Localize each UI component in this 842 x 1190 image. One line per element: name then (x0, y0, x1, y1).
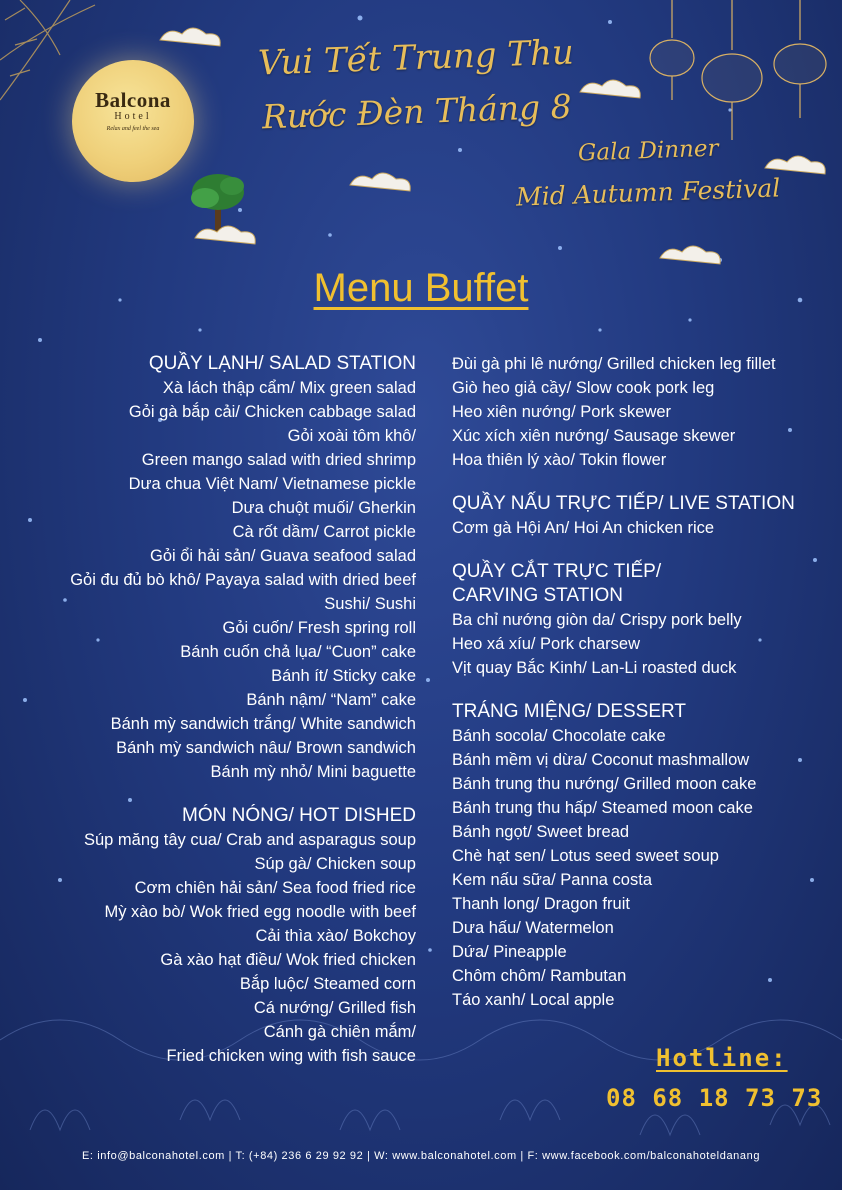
menu-item: Bánh cuốn chả lụa/ “Cuon” cake (180, 643, 416, 661)
section-heading-carving-2: CARVING STATION (452, 585, 624, 606)
menu-item: Bánh ít/ Sticky cake (271, 667, 416, 685)
menu-item: Gỏi cuốn/ Fresh spring roll (222, 619, 416, 637)
hot-list (30, 828, 416, 1068)
menu-title: Menu Buffet (313, 266, 529, 310)
menu-item: Bánh mỳ nhỏ/ Mini baguette (210, 763, 416, 781)
header-line-2: Rước Đèn Tháng 8 (261, 86, 573, 137)
logo-name: Balcona (95, 88, 171, 112)
hotline-label: Hotline: (656, 1044, 788, 1072)
menu-item: Dưa chuột muối/ Gherkin (231, 499, 416, 517)
hot-list-continued (452, 352, 832, 472)
section-heading-carving-1: QUẦY CẮT TRỰC TIẾP/ (452, 561, 662, 582)
logo-sub: Hotel (114, 111, 152, 122)
menu-item: Cơm chiên hải sản/ Sea food fried rice (134, 879, 416, 897)
menu-item: Bánh nậm/ “Nam” cake (246, 691, 416, 709)
logo-tagline: Relax and feel the sea (106, 126, 160, 132)
section-heading-dessert: TRÁNG MIỆNG/ DESSERT (452, 701, 687, 722)
menu-item: Xúc xích xiên nướng/ Sausage skewer (452, 427, 736, 445)
menu-item: Hoa thiên lý xào/ Tokin flower (452, 451, 667, 469)
menu-item: Bánh mềm vị dừa/ Coconut mashmallow (452, 751, 750, 769)
menu-item: Bắp luộc/ Steamed corn (239, 975, 416, 993)
menu-item: Cá nướng/ Grilled fish (253, 999, 416, 1017)
menu-item: Dứa/ Pineapple (452, 943, 567, 961)
menu-item: Giò heo giả cầy/ Slow cook pork leg (452, 379, 715, 397)
menu-item: Cơm gà Hội An/ Hoi An chicken rice (452, 519, 715, 537)
hotline-number[interactable]: 08 68 18 73 73 (606, 1084, 823, 1112)
menu-item: Chôm chôm/ Rambutan (452, 967, 627, 985)
section-heading-salad: QUẦY LẠNH/ SALAD STATION (148, 353, 416, 374)
menu-item: Bánh mỳ sandwich nâu/ Brown sandwich (116, 739, 416, 757)
menu-item: Green mango salad with dried shrimp (141, 451, 416, 469)
menu-item: Fried chicken wing with fish sauce (166, 1047, 416, 1065)
menu-item: Bánh trung thu nướng/ Grilled moon cake (452, 775, 757, 793)
menu-item: Sushi/ Sushi (324, 595, 416, 613)
menu-item: Cải thìa xào/ Bokchoy (255, 927, 416, 945)
menu-item: Thanh long/ Dragon fruit (452, 895, 630, 913)
menu-item: Táo xanh/ Local apple (452, 991, 615, 1009)
bamboo-icon (0, 0, 95, 100)
menu-item: Chè hạt sen/ Lotus seed sweet soup (452, 847, 719, 865)
dessert-list (452, 724, 832, 1012)
menu-item: Bánh mỳ sandwich trắng/ White sandwich (110, 715, 416, 733)
menu-right-column (452, 352, 832, 1012)
menu-item: Bánh socola/ Chocolate cake (452, 727, 666, 745)
menu-item: Dưa hấu/ Watermelon (452, 919, 614, 937)
menu-item: Gỏi ổi hải sản/ Guava seafood salad (149, 547, 416, 565)
contact-footer: E: info@balconahotel.com | T: (+84) 236 6 29 92 92 | W: www.balconahotel.com | F: www.facebook.com/balconahoteldanang (81, 1150, 761, 1162)
menu-item: Heo xiên nướng/ Pork skewer (452, 403, 672, 421)
menu-item: Xà lách thập cẩm/ Mix green salad (162, 379, 416, 397)
section-heading-hot: MÓN NÓNG/ HOT DISHED (182, 805, 416, 826)
menu-item: Vịt quay Bắc Kinh/ Lan-Li roasted duck (452, 659, 737, 677)
menu-item: Cà rốt dầm/ Carrot pickle (232, 523, 416, 541)
menu-item: Gỏi gà bắp cải/ Chicken cabbage salad (128, 403, 416, 421)
menu-item: Cánh gà chiên mắm/ (263, 1023, 416, 1041)
lantern-icon (650, 0, 826, 140)
header-line-3: Gala Dinner (577, 135, 719, 167)
menu-item: Gỏi xoài tôm khô/ (287, 427, 416, 445)
menu-item: Mỳ xào bò/ Wok fried egg noodle with beef (104, 903, 416, 921)
menu-item: Bánh trung thu hấp/ Steamed moon cake (452, 799, 753, 817)
menu-left-column (30, 352, 416, 1068)
header-line-4: Mid Autumn Festival (515, 173, 781, 212)
menu-item: Đùi gà phi lê nướng/ Grilled chicken leg fillet (452, 355, 776, 373)
salad-list (30, 376, 416, 784)
menu-item: Súp gà/ Chicken soup (254, 855, 416, 873)
section-heading-live: QUẦY NẤU TRỰC TIẾP/ LIVE STATION (452, 493, 795, 514)
menu-item: Dưa chua Việt Nam/ Vietnamese pickle (128, 475, 416, 493)
menu-item: Bánh ngọt/ Sweet bread (452, 823, 630, 841)
header-line-1: Vui Tết Trung Thu (257, 32, 575, 84)
hotel-logo (72, 88, 194, 132)
menu-item: Ba chỉ nướng giòn da/ Crispy pork belly (452, 611, 742, 629)
menu-item: Súp măng tây cua/ Crab and asparagus soup (83, 831, 416, 849)
menu-item: Kem nấu sữa/ Panna costa (452, 871, 652, 889)
menu-item: Heo xá xíu/ Pork charsew (452, 635, 640, 653)
menu-item: Gà xào hạt điều/ Wok fried chicken (160, 951, 416, 969)
menu-item: Gỏi đu đủ bò khô/ Payaya salad with dried beef (70, 571, 416, 589)
